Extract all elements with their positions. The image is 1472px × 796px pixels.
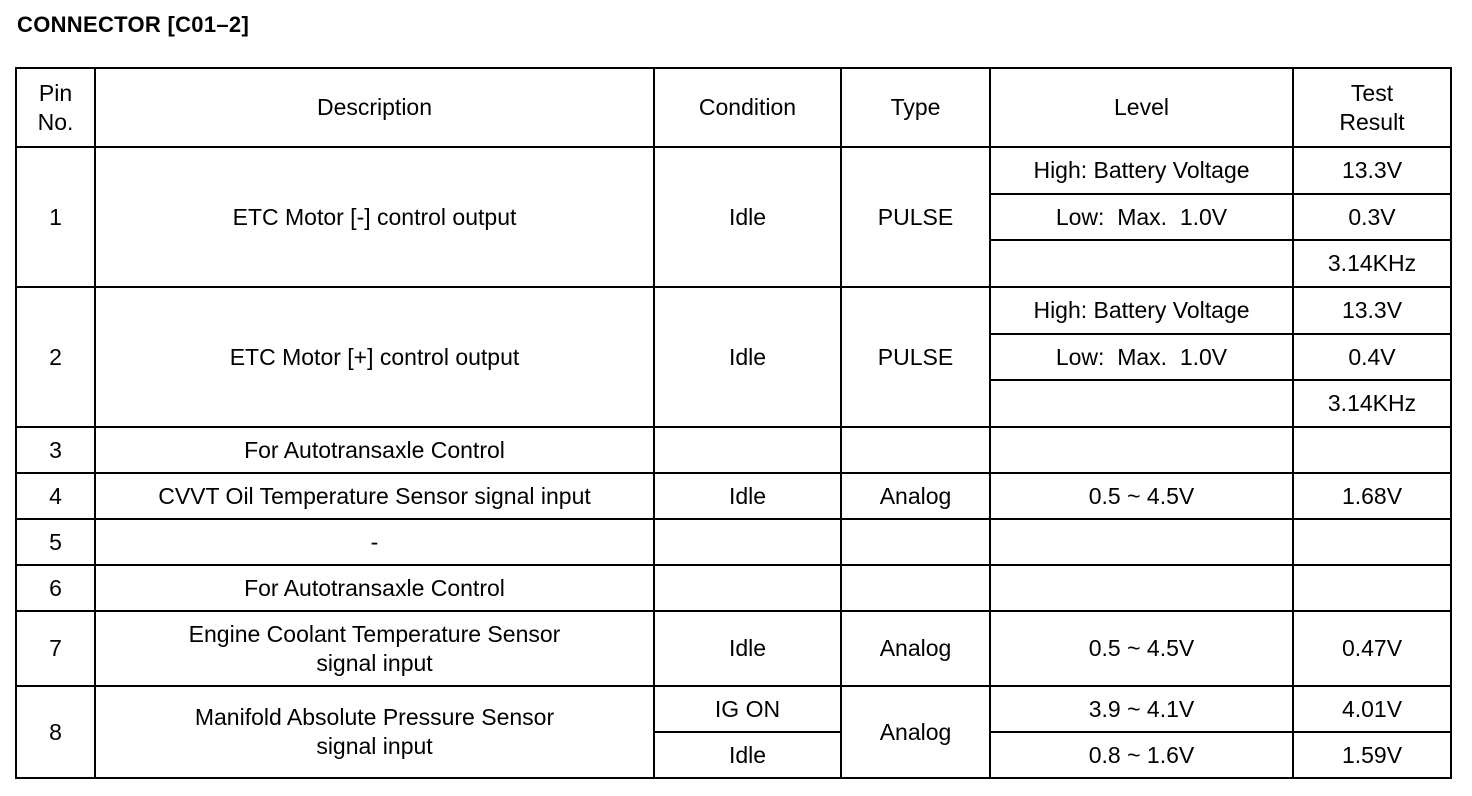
result-cell: 4.01V xyxy=(1293,686,1451,732)
type-cell xyxy=(841,519,990,565)
pin-cell: 6 xyxy=(16,565,95,611)
level-cell: Low: Max. 1.0V xyxy=(990,194,1293,240)
result-cell: 0.47V xyxy=(1293,611,1451,686)
condition-cell: Idle xyxy=(654,473,841,519)
description-cell: Engine Coolant Temperature Sensor signal input xyxy=(95,611,654,686)
table-row xyxy=(16,287,1451,334)
level-cell xyxy=(990,427,1293,473)
header-test-result: Test Result xyxy=(1293,68,1451,147)
description-cell: For Autotransaxle Control xyxy=(95,427,654,473)
pin-cell: 8 xyxy=(16,686,95,778)
pin-cell: 2 xyxy=(16,287,95,427)
pin-cell: 5 xyxy=(16,519,95,565)
level-cell xyxy=(990,565,1293,611)
header-description: Description xyxy=(95,68,654,147)
pin-cell: 4 xyxy=(16,473,95,519)
pin-cell: 3 xyxy=(16,427,95,473)
condition-cell xyxy=(654,427,841,473)
table-row xyxy=(16,519,1451,565)
result-cell: 0.4V xyxy=(1293,334,1451,380)
condition-cell: IG ON xyxy=(654,686,841,732)
result-cell xyxy=(1293,519,1451,565)
header-condition: Condition xyxy=(654,68,841,147)
type-cell: PULSE xyxy=(841,147,990,287)
result-cell: 1.68V xyxy=(1293,473,1451,519)
table-row xyxy=(16,565,1451,611)
level-cell: High: Battery Voltage xyxy=(990,287,1293,334)
description-cell: ETC Motor [+] control output xyxy=(95,287,654,427)
type-cell: Analog xyxy=(841,473,990,519)
table-row xyxy=(16,686,1451,732)
description-cell: Manifold Absolute Pressure Sensor signal input xyxy=(95,686,654,778)
header-level: Level xyxy=(990,68,1293,147)
level-cell xyxy=(990,380,1293,427)
condition-cell xyxy=(654,565,841,611)
level-cell: 0.5 ~ 4.5V xyxy=(990,611,1293,686)
description-cell: - xyxy=(95,519,654,565)
level-cell xyxy=(990,519,1293,565)
pin-cell: 7 xyxy=(16,611,95,686)
condition-cell: Idle xyxy=(654,611,841,686)
level-cell: Low: Max. 1.0V xyxy=(990,334,1293,380)
level-cell: 3.9 ~ 4.1V xyxy=(990,686,1293,732)
condition-cell: Idle xyxy=(654,732,841,778)
result-cell: 3.14KHz xyxy=(1293,240,1451,287)
header-pin-no: Pin No. xyxy=(16,68,95,147)
result-cell: 0.3V xyxy=(1293,194,1451,240)
header-type: Type xyxy=(841,68,990,147)
level-cell: 0.8 ~ 1.6V xyxy=(990,732,1293,778)
result-cell xyxy=(1293,427,1451,473)
table-row xyxy=(16,611,1451,686)
connector-title: CONNECTOR [C01–2] xyxy=(17,12,250,37)
description-cell: For Autotransaxle Control xyxy=(95,565,654,611)
table-row xyxy=(16,147,1451,194)
result-cell: 13.3V xyxy=(1293,287,1451,334)
result-cell: 3.14KHz xyxy=(1293,380,1451,427)
type-cell: Analog xyxy=(841,611,990,686)
condition-cell: Idle xyxy=(654,147,841,287)
description-cell: CVVT Oil Temperature Sensor signal input xyxy=(95,473,654,519)
pin-cell: 1 xyxy=(16,147,95,287)
result-cell: 13.3V xyxy=(1293,147,1451,194)
level-cell xyxy=(990,240,1293,287)
condition-cell: Idle xyxy=(654,287,841,427)
type-cell xyxy=(841,427,990,473)
table-row xyxy=(16,427,1451,473)
description-cell: ETC Motor [-] control output xyxy=(95,147,654,287)
header-row xyxy=(16,68,1451,147)
table-row xyxy=(16,473,1451,519)
condition-cell xyxy=(654,519,841,565)
level-cell: High: Battery Voltage xyxy=(990,147,1293,194)
connector-pin-table xyxy=(15,67,1452,779)
result-cell: 1.59V xyxy=(1293,732,1451,778)
type-cell: PULSE xyxy=(841,287,990,427)
type-cell xyxy=(841,565,990,611)
type-cell: Analog xyxy=(841,686,990,778)
result-cell xyxy=(1293,565,1451,611)
level-cell: 0.5 ~ 4.5V xyxy=(990,473,1293,519)
